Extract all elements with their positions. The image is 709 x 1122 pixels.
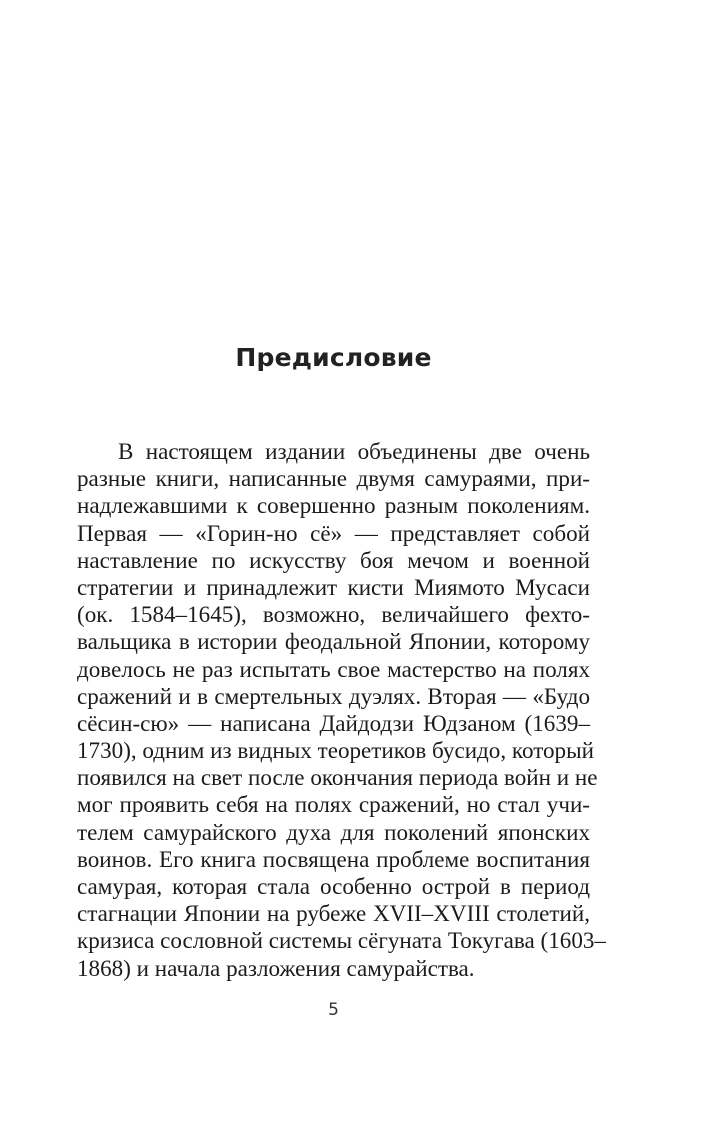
text-line: (ок. 1584–1645), возможно, величайшего фехто- (77, 601, 590, 628)
text-line: мог проявить себя на полях сражений, но стал учи- (77, 791, 590, 818)
text-line: появился на свет после окончания периода войн и не (77, 764, 598, 791)
text-line: воинов. Его книга посвящена проблеме воспитания (77, 845, 590, 872)
text-line: 1730), одним из видных теоретиков бусидо, который (77, 737, 594, 764)
text-line: довелось не раз испытать свое мастерство на полях (77, 655, 590, 682)
text-line: В настоящем издании объединены две очень (118, 438, 590, 464)
text-line: самурая, которая стала особенно острой в период (77, 873, 590, 899)
text-line: сражений и в смертельных дуэлях. Вторая — «Будо (77, 682, 590, 709)
text-line: разные книги, написанные двумя самураями, при- (77, 465, 590, 492)
text-line: стратегии и принадлежит кисти Миямото Мусаси (77, 573, 590, 600)
text-line: вальщика в истории феодальной Японии, которому (77, 628, 590, 655)
text-line: сёсин-сю» — написана Дайдодзи Юдзаном (1639– (77, 709, 590, 736)
page-number: 5 (328, 1000, 339, 1020)
chapter-title: Предисловие (235, 343, 432, 372)
text-line: кризиса сословной системы сёгуната Токугава (1603– (77, 927, 606, 954)
preface-paragraph (77, 438, 606, 982)
text-line: стагнации Японии на рубеже XVII–XVIII столетий, (77, 900, 590, 927)
text-line: телем самурайского духа для поколений японских (77, 818, 590, 845)
text-line: Первая — «Горин-но сё» — представляет собой (77, 519, 590, 546)
text-line: наставление по искусству боя мечом и военной (77, 546, 590, 573)
text-line: надлежавшими к совершенно разным поколениям. (77, 492, 590, 519)
text-line: 1868) и начала разложения самурайства. (77, 954, 475, 981)
